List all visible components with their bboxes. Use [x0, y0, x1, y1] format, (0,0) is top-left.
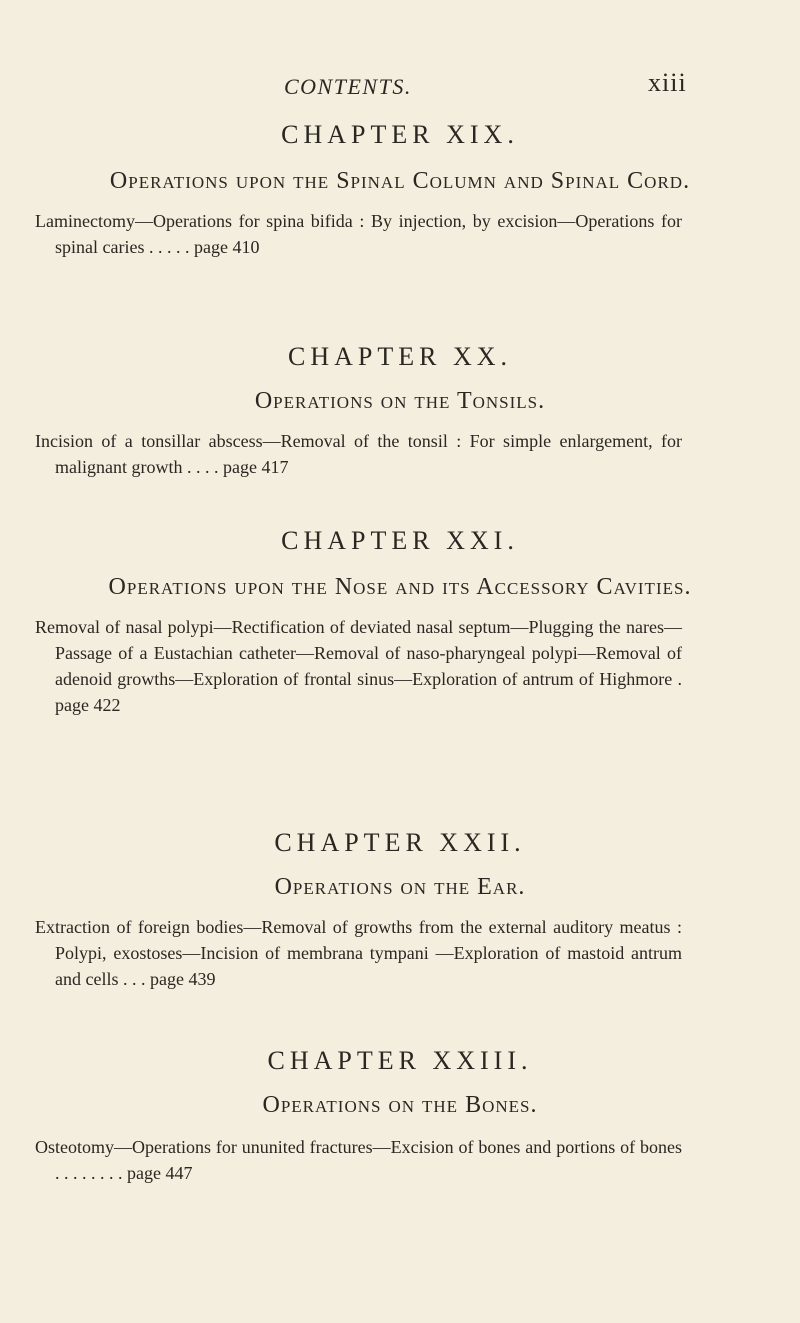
- dot-leader: . . .: [118, 969, 150, 989]
- chapter-number: CHAPTER XIX.: [281, 120, 519, 149]
- chapter-xx: [0, 342, 800, 480]
- chapter-title: Operations on the Tonsils.: [254, 388, 546, 414]
- chapter-number: CHAPTER XX.: [287, 342, 512, 371]
- dot-leader: . . . .: [182, 457, 223, 477]
- summary-text: Laminectomy—Operations for spina bifida : By injection, by excision—Operations for spinal caries: [35, 211, 682, 257]
- chapter-title: Operations upon the Nose and its Accessory Cavities.: [108, 574, 692, 600]
- running-head-page-number: xiii: [648, 68, 687, 97]
- summary-text: Incision of a tonsillar abscess—Removal of the tonsil : For simple enlargement, for malignant growth: [35, 431, 682, 477]
- chapter-title: Operations on the Bones.: [262, 1092, 538, 1118]
- chapter-number: CHAPTER XXI.: [281, 526, 519, 555]
- chapter-number: CHAPTER XXII.: [274, 828, 526, 857]
- page-reference: page 439: [149, 969, 216, 989]
- summary-text: Extraction of foreign bodies—Removal of growths from the external auditory meatus : Polypi, exostoses—Incision of membrana tympani —Exploration of mastoid antrum and cells: [35, 917, 682, 989]
- running-head: [0, 68, 800, 108]
- page-reference: page 410: [193, 237, 260, 257]
- page-reference: page 417: [222, 457, 289, 477]
- summary-text: Osteotomy—Operations for ununited fractures—Excision of bones and portions of bones: [35, 1137, 682, 1157]
- page-reference: page 447: [127, 1163, 193, 1183]
- chapter-title: Operations upon the Spinal Column and Spinal Cord.: [109, 168, 691, 194]
- chapter-xxi: [0, 526, 800, 718]
- summary-text: Removal of nasal polypi—Rectification of deviated nasal septum—Plugging the nares—Passage of a Eustachian catheter—Removal of naso-pharyngeal polypi—Removal of adenoid growths—Exploration of frontal sinus—Exploration of antrum of Highmore: [35, 617, 682, 689]
- chapter-summary: [0, 614, 800, 718]
- dot-leader: . . . . . . . .: [55, 1163, 127, 1183]
- chapter-summary: [0, 914, 800, 992]
- chapter-summary: [0, 428, 800, 480]
- chapter-summary: [0, 1134, 800, 1186]
- chapter-title: Operations on the Ear.: [274, 874, 526, 900]
- running-head-title: CONTENTS.: [284, 74, 412, 99]
- chapter-xxii: [0, 828, 800, 992]
- dot-leader: .: [672, 669, 682, 689]
- chapter-xxiii: [0, 1046, 800, 1186]
- page-reference: page 422: [55, 695, 121, 715]
- dot-leader: . . . . .: [144, 237, 194, 257]
- chapter-summary: [0, 208, 800, 260]
- chapter-number: CHAPTER XXIII.: [267, 1046, 533, 1075]
- chapter-xix: [0, 120, 800, 260]
